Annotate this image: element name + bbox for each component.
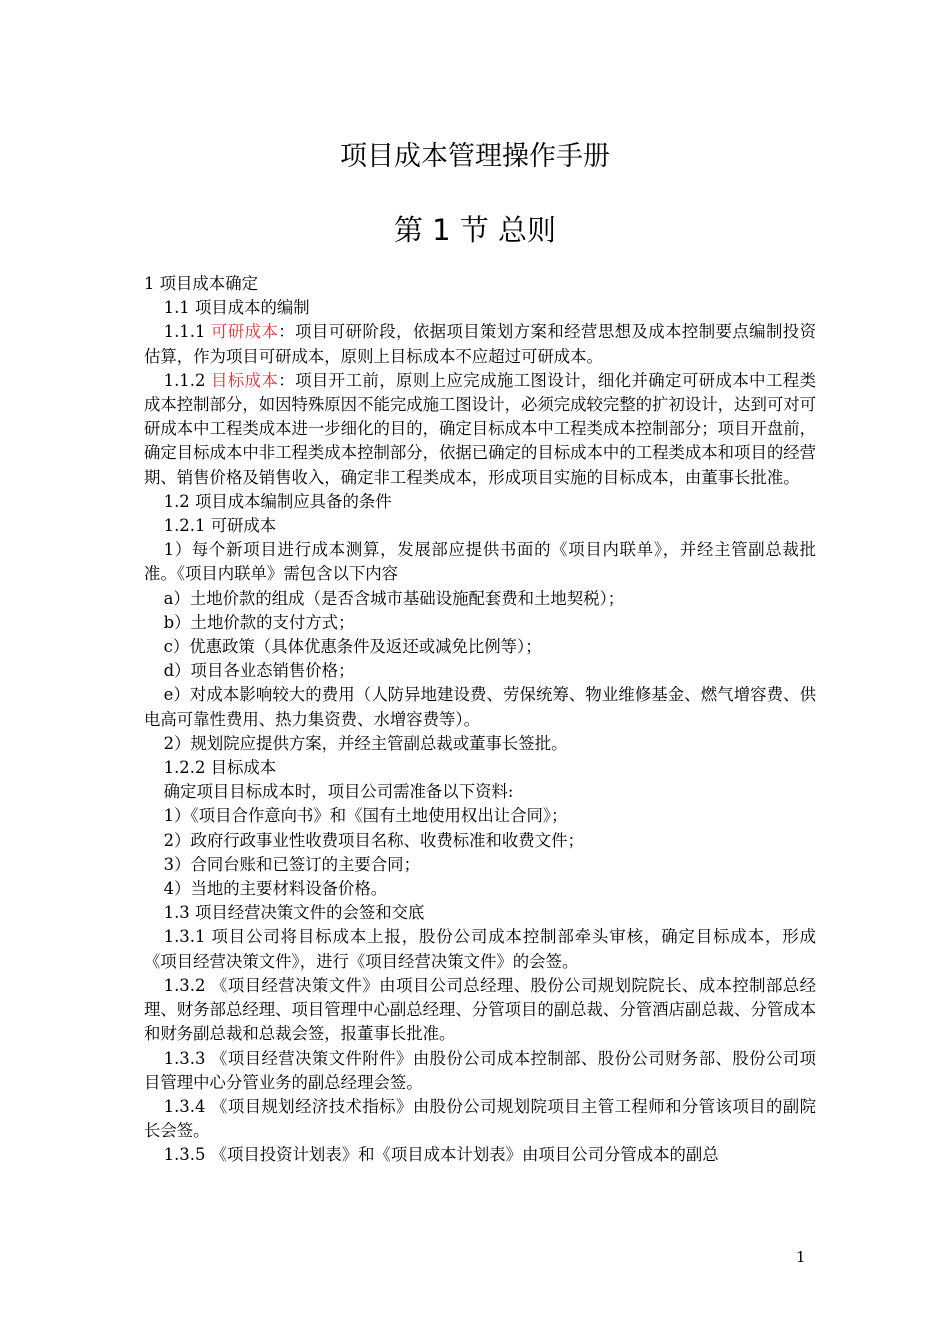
- list-item: 4）当地的主要材料设备价格。: [163, 879, 388, 899]
- highlight-term: 目标成本: [211, 370, 279, 390]
- paragraph-heading: 1 项目成本确定: [144, 274, 258, 293]
- paragraph-subheading: 1.1 项目成本的编制: [163, 298, 310, 318]
- paragraph-subheading: 1.2 项目成本编制应具备的条件: [163, 491, 392, 511]
- list-item: c）优惠政策（具体优惠条件及返还或减免比例等）；: [163, 637, 542, 657]
- paragraph: 1.1.1 可研成本：项目可研阶段，依据项目策划方案和经营思想及成本控制要点编制投资估算，作为项目可研成本，原则上目标成本不应超过可研成本。: [144, 322, 817, 366]
- list-item: d）项目各业态销售价格；: [163, 661, 355, 681]
- list-item: b）土地价款的支付方式；: [163, 612, 355, 632]
- paragraph: 确定项目目标成本时，项目公司需准备以下资料:: [163, 782, 514, 802]
- paragraph: 1.3.3 《项目经营决策文件附件》由股份公司成本控制部、股份公司财务部、股份公司项目管理中心分管业务的副总经理会签。: [144, 1048, 816, 1092]
- list-item: 1）《项目合作意向书》和《国有土地使用权出让合同》；: [163, 806, 568, 826]
- paragraph: 1.3.1 项目公司将目标成本上报，股份公司成本控制部牵头审核，确定目标成本，形成《项目经营决策文件》，进行《项目经营决策文件》的会签。: [144, 927, 816, 971]
- paragraph: 1.3.5 《项目投资计划表》和《项目成本计划表》由项目公司分管成本的副总: [163, 1145, 719, 1165]
- paragraph: 1.3.4 《项目规划经济技术指标》由股份公司规划院项目主管工程师和分管该项目的副院长会签。: [144, 1096, 816, 1141]
- paragraph: 2）规划院应提供方案，并经主管副总裁或董事长签批。: [163, 733, 568, 753]
- page-number: 1: [796, 1248, 806, 1266]
- paragraph: 1）每个新项目进行成本测算，发展部应提供书面的《项目内联单》，并经主管副总裁批准。《项目内联单》需包含以下内容: [144, 540, 816, 584]
- paragraph: 1.1.2 目标成本：项目开工前，原则上应完成施工图设计，细化并确定可研成本中工程类成本控制部分，如因特殊原因不能完成施工图设计，必须完成较完整的扩初设计，达到可对可研成本中工程类成本进一步细化的目的，确定目标成本中工程类成本控制部分；项目开盘前，确定目标成本中非工程类成本控制部分，依据已确定的目标成本中的工程类成本和项目的经营期、销售价格及销售收入，确定非工程类成本，形成项目实施的目标成本，由董事长批准。: [144, 370, 817, 487]
- paragraph-subheading: 1.2.2 目标成本: [163, 758, 277, 778]
- document-title: 项目成本管理操作手册: [340, 141, 610, 172]
- paragraph: 1.3.2 《项目经营决策文件》由项目公司总经理、股份公司规划院院长、成本控制部总经理、财务部总经理、项目管理中心副总经理、分管项目的副总裁、分管酒店副总裁、分管成本和财务副总裁和总裁会签，报董事长批准。: [144, 975, 817, 1044]
- list-item: 2）政府行政事业性收费项目名称、收费标准和收费文件；: [163, 830, 584, 850]
- highlight-term: 可研成本: [211, 322, 279, 342]
- paragraph-subheading: 1.3 项目经营决策文件的会签和交底: [163, 903, 425, 923]
- list-item: e）对成本影响较大的费用（人防异地建设费、劳保统筹、物业维修基金、燃气增容费、供电高可靠性费用、热力集资费、水增容费等）。: [144, 685, 816, 729]
- section-title: 第 1 节 总则: [393, 213, 557, 247]
- list-item: 3）合同台账和已签订的主要合同；: [163, 854, 420, 874]
- document-body: [144, 272, 816, 1168]
- list-item: a）土地价款的组成（是否含城市基础设施配套费和土地契税）；: [163, 588, 625, 608]
- paragraph-subheading: 1.2.1 可研成本: [163, 516, 277, 536]
